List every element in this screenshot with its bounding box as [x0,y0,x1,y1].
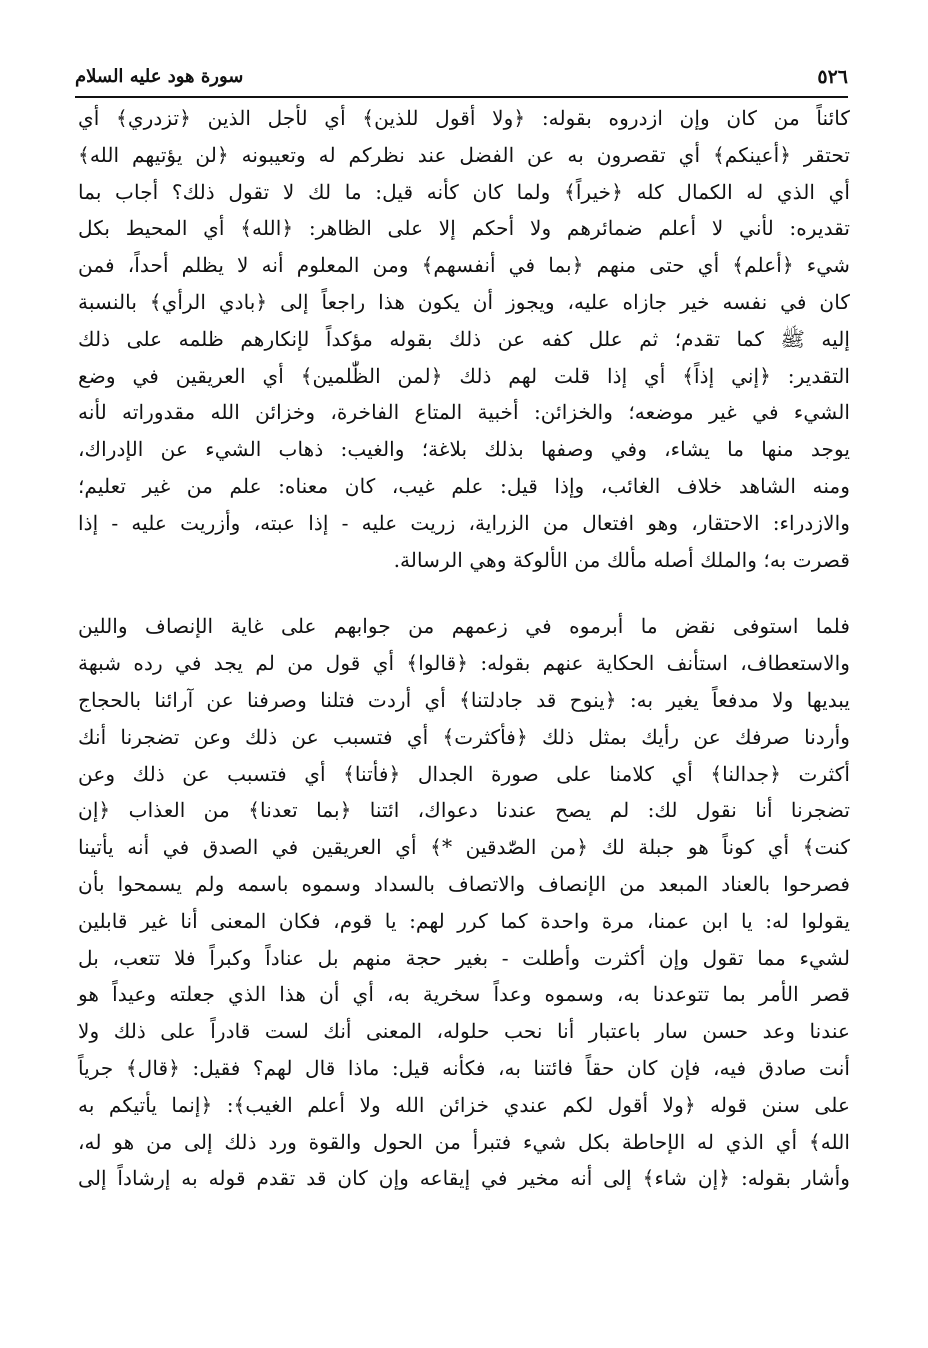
text-line: الله﴾ أي الذي له الإحاطة بكل شيء فتبرأ من الحول والقوة ورد ذلك إلى من هو له، [78,1129,850,1154]
text-line: تضجرنا أنا نقول لك: لم يصح عندنا دعواك، ائتنا ﴿بما تعدنا﴾ من العذاب ﴿إن [78,798,850,823]
paragraph [78,100,850,578]
text-line: والاستعطاف، استأنف الحكاية عنهم بقوله: ﴿قالوا﴾ أي قول من لم يجد في رده شبهة [78,651,850,676]
text-line: وأشار بقوله: ﴿إن شاء﴾ إلى أنه مخير في إيقاعه وإن كان قد تقدم قوله به إرشاداً إلى [78,1166,850,1191]
text-line: قصر الأمر بما تتوعدنا به، وسموه وعداً سخرية به، أي أن هذا الذي جعلته وعيداً هو [78,982,850,1007]
text-line: فلما استوفى نقض ما أبرموه في زعمهم من جوابهم على غاية الإنصاف واللين [78,614,850,639]
text-line: أي الذي له الكمال كله ﴿خيراً﴾ ولما كان كأنه قيل: ما لك لا تقول ذلك؟ أجاب بما [78,179,850,204]
text-line: قصرت به؛ والملك أصله مألك من الألوكة وهي الرسالة. [393,547,850,572]
text-line: يوجد منها ما يشاء، وفي وصفها بذلك بلاغة؛ والغيب: ذهاب الشيء عن الإدراك، [78,437,850,462]
text-line: أنت صادق فيه، فإن كان حقاً فائتنا به، فكأنه قيل: ماذا قال لهم؟ فقيل: ﴿قال﴾ جرياً [78,1055,850,1080]
text-line: الشيء في غير موضعه؛ والخزائن: أخبية المتاع الفاخرة، وخزائن الله مقدوراته لأنه [78,400,850,425]
text-line: والازدراء: الاحتقار، وهو افتعال من الزراية، زريت عليه - إذا عبته، وأزريت عليه - إذا [78,510,850,535]
text-line: شيء ﴿أعلم﴾ أي حتى منهم ﴿بما في أنفسهم﴾ ومن المعلوم أنه لا يظلم أحداً، فمن [78,253,850,278]
text-line: التقدير: ﴿إني إذاً﴾ أي إذا قلت لهم ذلك ﴿لمن الظّٰلمين﴾ أي العريقين في وضع [78,363,850,388]
text-line: تحتقر ﴿أعينكم﴾ أي تقصرون به عن الفضل عند نظركم له وتعيبونه ﴿لن يؤتيهم الله﴾ [78,142,850,167]
text-line: كائناً من كان وإن ازدروه بقوله: ﴿ولا أقول للذين﴾ أي لأجل الذين ﴿تزدري﴾ أي [78,106,850,130]
text-line: لشيء مما تقول وإن أكثرت وأطلت - بغير حجة منهم بل عناداً وكبراً فلا تتعب، بل [78,945,850,970]
paragraph-gap [78,578,850,608]
text-line: يبديها ولا مدفعاً يغير به: ﴿ينوح قد جادلتنا﴾ أي أردت فتلنا وصرفنا عن آرائنا بالحجاج [78,687,850,712]
running-title: سورة هود عليه السلام [75,66,244,87]
text-line: على سنن قوله ﴿ولا أقول لكم عندي خزائن الله ولا أعلم الغيب﴾: ﴿إنما يأتيكم به [78,1092,850,1117]
text-line: أكثرت ﴿جدالنا﴾ أي كلامنا على صورة الجدال ﴿فأتنا﴾ أي فتسبب عن ذلك وعن [78,761,850,786]
text-line: كان في نفسه خير جازاه عليه، ويجوز أن يكون هذا راجعاً إلى ﴿بادي الرأي﴾ بالنسبة [78,289,850,314]
text-line: تقديره: لأني لا أعلم ضمائرهم ولا أحكم إلا على الظاهر: ﴿الله﴾ أي المحيط بكل [78,216,850,241]
paragraph [78,608,850,1197]
text-line: إليه ﷺ كما تقدم؛ ثم علل كفه عن ذلك بقوله مؤكداً لإنكارهم ظلمه على ذلك [78,326,850,351]
page-number: ٥٢٦ [817,66,848,88]
text-line: ومنه الشاهد خلاف الغائب، وإذا قيل: علم غيب، كان معناه: علم من غير تعليم؛ [78,473,850,498]
text-line: عندنا وعد حسن سار باعتبار أنا نحب حلوله، المعنى أنك لست قادراً على ذلك ولا [78,1019,850,1044]
text-line: وأردنا صرفك عن رأيك بمثل ذلك ﴿فأكثرت﴾ أي فتسبب عن ذلك وعن تضجرنا أنك [78,724,850,749]
page-header [75,56,848,98]
text-line: يقولوا له: يا ابن عمنا، مرة واحدة كما كرر لهم: يا قوم، فكان المعنى أنا غير قابلين [78,908,850,933]
text-line: فصرحوا بالعناد المبعد من الإنصاف والاتصاف بالسداد وسموه باسمه ولم يسمحوا بأن [78,871,850,896]
text-line: كنت﴾ أي كوناً هو جبلة لك ﴿من الصّٰدقين *﴾ أي العريقين في الصدق في أنه يأتينا [78,835,850,860]
page-body [78,100,850,1197]
